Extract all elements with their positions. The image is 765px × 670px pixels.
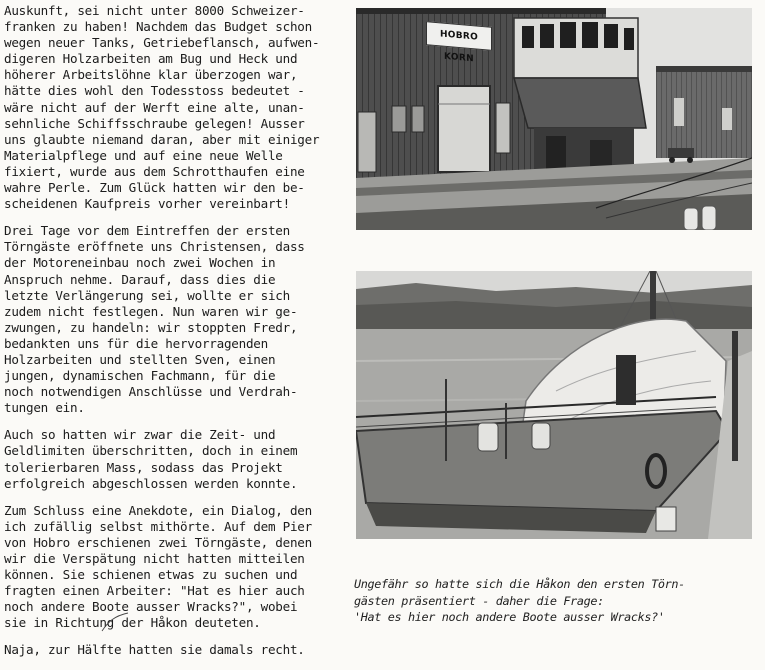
text-line: Geldlimiten überschritten, doch in einem: [4, 443, 298, 459]
text-line: scheidenen Kaufpreis vorher vereinbart!: [4, 196, 290, 212]
text-line: noch andere Boote ausser Wracks?", wobei: [4, 599, 298, 615]
text-line: können. Sie schienen etwas zu suchen und: [4, 567, 298, 583]
text-line: digeren Holzarbeiten am Bug und Heck und: [4, 51, 298, 67]
text-line: tolerierbaren Mass, sodass das Projekt: [4, 459, 283, 475]
text-line: Drei Tage vor dem Eintreffen der ersten: [4, 223, 290, 239]
text-line: sie in Richtung der Håkon deuteten.: [4, 615, 261, 631]
text-line: von Hobro erschienen zwei Törngäste, denen: [4, 534, 312, 550]
text-line: Auskunft, sei nicht unter 8000 Schweizer-: [4, 3, 305, 18]
text-line: bedankten uns für die hervorragenden: [4, 335, 268, 351]
text-line: sehnliche Schiffsschraube gelegen! Ausser: [4, 115, 305, 131]
text-line: Auch so hatten wir zwar die Zeit- und: [4, 427, 276, 443]
text-line: höherer Arbeitslöhne klar überzogen war,: [4, 67, 298, 83]
text-line: jungen, dynamischen Fachmann, für die: [4, 368, 276, 384]
text-line: tungen ein.: [4, 400, 85, 416]
text-line: Törngäste eröffnete uns Christensen, dass: [4, 239, 305, 255]
text-line: uns glaubte niemand daran, aber mit einiger: [4, 131, 320, 147]
photo-image: [356, 271, 752, 539]
text-line: ich zufällig selbst mithörte. Auf dem Pier: [4, 518, 312, 534]
text-line: fragten einen Arbeiter: "Hat es hier auch: [4, 583, 305, 599]
caption-line: 'Hat es hier noch andere Boote ausser Wracks?': [354, 610, 665, 624]
warehouse-sign: HOBRO KORN: [426, 21, 492, 51]
pen-stroke-mark: [100, 612, 130, 632]
text-line: wegen neuer Tanks, Getriebeflansch, aufwen-: [4, 35, 320, 51]
text-line: letzte Verlängerung sei, wollte er sich: [4, 287, 290, 303]
text-line: hätte dies wohl den Todesstoss bedeutet -: [4, 83, 305, 99]
paragraph-4: [4, 503, 350, 632]
caption-line: Ungefähr so hatte sich die Håkon den ersten Törn-: [354, 577, 685, 591]
text-line: wäre nicht auf der Werft eine alte, unan-: [4, 99, 305, 115]
photo-image: [356, 8, 752, 230]
text-line: franken zu haben! Nachdem das Budget schon: [4, 19, 312, 35]
paragraph-5: [4, 642, 350, 658]
text-line: der Motoreneinbau noch zwei Wochen in: [4, 255, 276, 271]
photo-sailboat-covered: [356, 271, 752, 539]
text-line: wir die Verspätung nicht hatten mitteilen: [4, 551, 305, 566]
text-line: zwungen, zu handeln: wir stoppten Fredr,: [4, 319, 298, 335]
text-line: wahre Perle. Zum Glück hatten wir den be-: [4, 180, 305, 196]
text-line: Holzarbeiten und stellten Sven, einen: [4, 351, 276, 367]
text-line: Zum Schluss eine Anekdote, ein Dialog, den: [4, 502, 312, 518]
text-line: noch notwendigen Anschlüsse und Verdrah-: [4, 384, 298, 400]
text-line: zudem nicht festlegen. Nun waren wir ge-: [4, 303, 298, 319]
text-line: erfolgreich abgeschlossen werden konnte.: [4, 475, 298, 491]
photo-caption: [354, 576, 759, 626]
text-line: Naja, zur Hälfte hatten sie damals recht.: [4, 642, 305, 658]
caption-line: gästen präsentiert - daher die Frage:: [354, 593, 604, 608]
article-text-column: [4, 3, 350, 670]
paragraph-3: [4, 427, 350, 491]
text-line: fixiert, wurde aus dem Schrotthaufen eine: [4, 163, 305, 179]
text-line: Materialpflege und auf eine neue Welle: [4, 147, 283, 163]
text-line: Anspruch nehme. Darauf, dass dies die: [4, 271, 276, 287]
photo-warehouse-wheelhouse: [356, 8, 752, 230]
paragraph-2: [4, 223, 350, 416]
paragraph-1: [4, 3, 350, 212]
